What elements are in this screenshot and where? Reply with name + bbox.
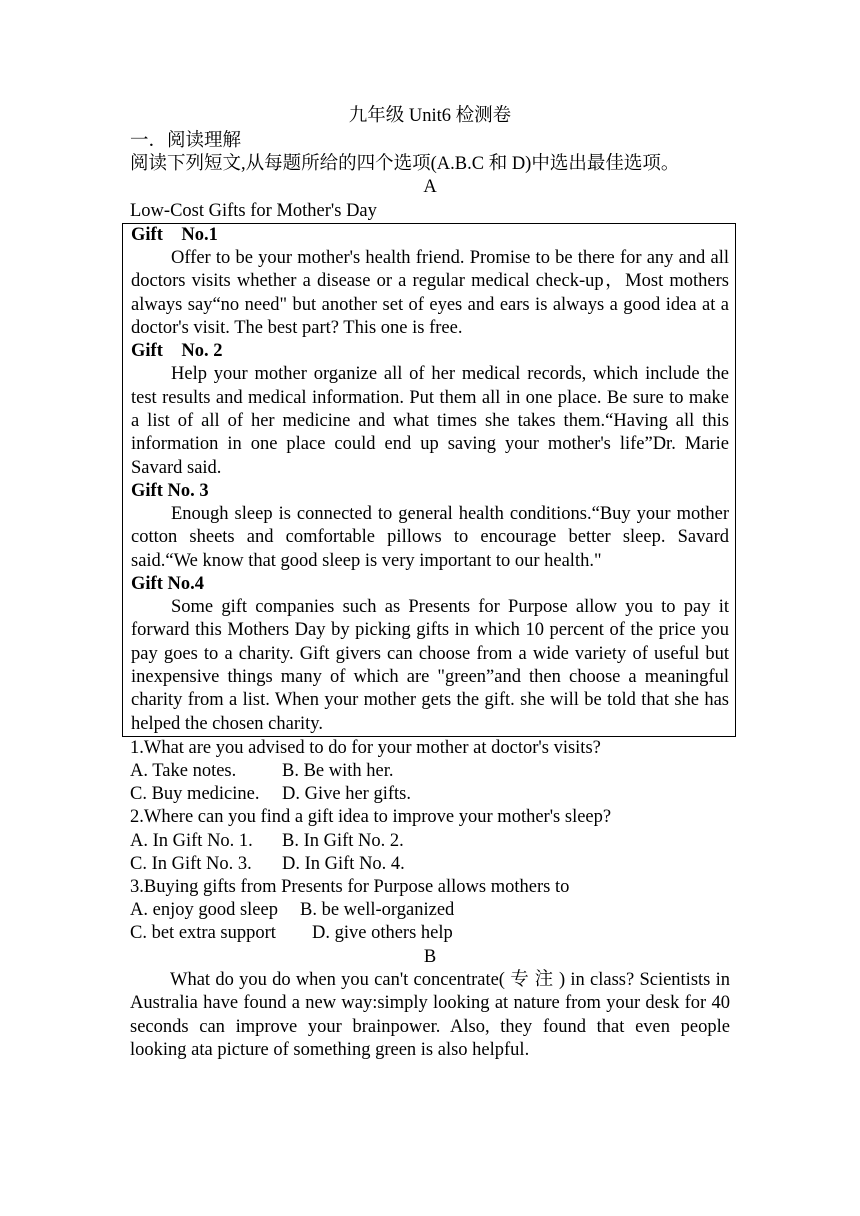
question-1-options-row-1	[130, 760, 730, 783]
option: C. In Gift No. 3.	[130, 853, 252, 874]
gift-4-text: Some gift companies such as Presents for Purpose allow you to pay it forward this Mothers Day by picking gifts in which 10 percent of the price you pay goes to a charity. Gift givers can choose from a wide variety of useful but inexpensive things many of which are "green”and then choose a meaningful charity from a list. When your mother gets the gift. she will be told that she has helped the chosen charity.	[131, 597, 729, 734]
gift-3-text: Enough sleep is connected to general health conditions.“Buy your mother cotton sheets and comfortable pillows to encourage better sleep. Savard said.“We know that good sleep is very important to our health."	[131, 503, 729, 571]
passage-a-heading: Low-Cost Gifts for Mother's Day	[130, 200, 377, 221]
gift-3-title: Gift No. 3	[131, 480, 209, 501]
option: C. bet extra support	[130, 923, 276, 944]
questions	[130, 737, 730, 946]
option: B. Be with her.	[282, 761, 394, 782]
passage-b-text: What do you do when you can't concentrate( 专 注 ) in class? Scientists in Australia have found a new way:simply looking at nature from your desk for 40 seconds can improve your brainpower. Also, they found that even people looking ata picture of something green is also helpful.	[130, 969, 730, 1061]
gift-1-title: Gift No.1	[131, 224, 218, 245]
gift-2-title: Gift No. 2	[131, 341, 223, 362]
option: A. In Gift No. 1.	[130, 830, 253, 851]
question-2: 2.Where can you find a gift idea to improve your mother's sleep?	[130, 807, 612, 828]
gift-2-text: Help your mother organize all of her medical records, which include the test results and medical information. Put them all in one place. Be sure to make a list of all of her medicine and what times she takes them.“Having all this information in one place could end up saving your mother's life”Dr. Marie Savard said.	[131, 364, 729, 478]
passage-b-label: B	[423, 946, 437, 967]
option: A. enjoy good sleep	[130, 900, 278, 921]
gift-4-title: Gift No.4	[131, 573, 204, 594]
option: D. Give her gifts.	[282, 784, 411, 805]
section-heading: 一．阅读理解	[130, 131, 242, 151]
gift-box	[122, 223, 736, 737]
option: D. In Gift No. 4.	[282, 853, 405, 874]
option: D. give others help	[312, 923, 453, 944]
option: B. In Gift No. 2.	[282, 830, 404, 851]
question-3-options-row-2	[130, 922, 730, 945]
passage-a-label: A	[423, 177, 437, 198]
instruction: 阅读下列短文,从每题所给的四个选项(A.B.C 和 D)中选出最佳选项。	[130, 154, 680, 175]
document-title: 九年级 Unit6 检测卷	[348, 106, 512, 126]
question-2-options-row-2	[130, 853, 730, 876]
document-page	[130, 104, 730, 1063]
option: C. Buy medicine.	[130, 784, 260, 805]
question-1-options-row-2	[130, 783, 730, 806]
question-1: 1.What are you advised to do for your mother at doctor's visits?	[130, 737, 601, 758]
question-2-options-row-1	[130, 830, 730, 853]
question-3-options-row-1	[130, 899, 730, 922]
question-3: 3.Buying gifts from Presents for Purpose allows mothers to	[130, 876, 570, 897]
option: A. Take notes.	[130, 761, 237, 782]
option: B. be well-organized	[300, 900, 455, 921]
gift-1-text: Offer to be your mother's health friend. Promise to be there for any and all doctors visits whether a disease or a regular medical check-up，Most mothers always say“no need" but another set of eyes and ears is always a good idea at a doctor's visit. The best part? This one is free.	[131, 247, 729, 338]
